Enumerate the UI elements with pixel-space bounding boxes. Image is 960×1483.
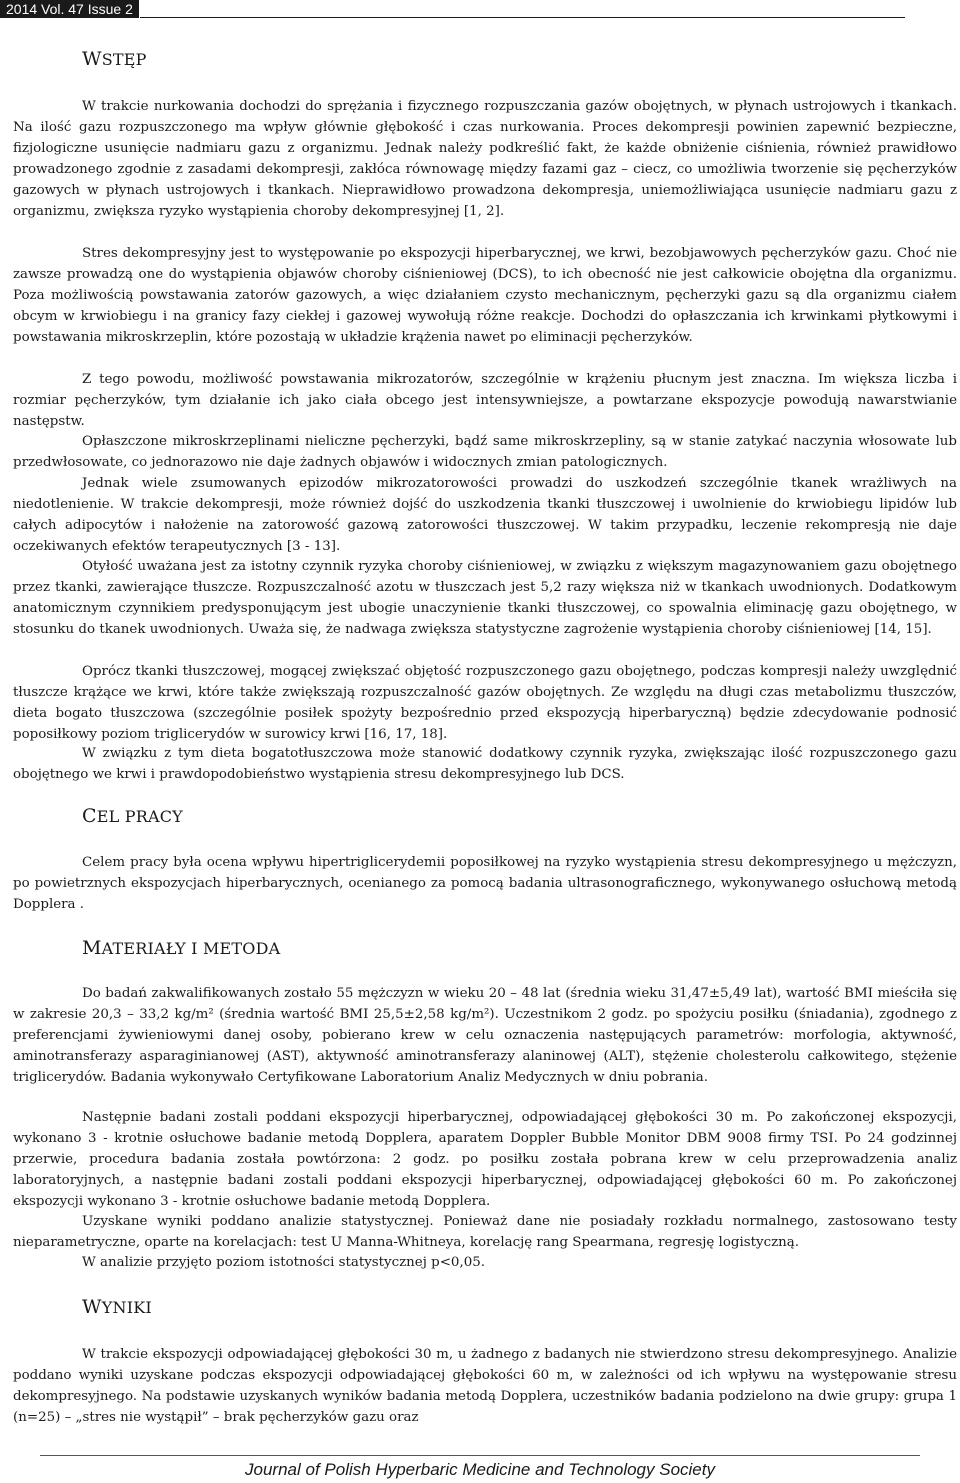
paragraph-wstep-7: Oprócz tkanki tłuszczowej, mogącej zwiększać objętość rozpuszczonego gazu obojętnego, podczas kompresji należy uwzględnić tłuszcze krążące we krwi, które także zwiększają rozpuszczalność gazów obojętnych. Ze względu na długi czas metabolizmu tłuszczów, dieta bogato tłuszczowa (szczególnie posiłek spożyty bezpośrednio przed ekspozycją hiperbaryczną) będzie zdecydowanie podnosić poposiłkowy poziom triglicerydów w surowicy krwi [16, 17, 18].	[13, 664, 957, 743]
journal-footer: Journal of Polish Hyperbaric Medicine and Technology Society	[245, 1460, 715, 1479]
paragraph-wyniki-1: W trakcie ekspozycji odpowiadającej głębokości 30 m, u żadnego z badanych nie stwierdzono stresu dekompresyjnego. Analizie poddano wyniki uzyskane podczas ekspozycji odpowiadającej głębokości 60 m, w zależności od ich wpływu na występowanie stresu dekompresyjnego. Na podstawie uzyskanych wyników badania metodą Dopplera, uczestników badania podzielono na dwie grupy: grupa 1 (n=25) – „stres nie wystąpił” – brak pęcherzyków gazu oraz	[13, 1347, 957, 1426]
paragraph-wstep-3: Z tego powodu, możliwość powstawania mikrozatorów, szczególnie w krążeniu płucnym jest znaczna. Im większa liczba i rozmiar pęcherzyków, tym działanie ich jako ciała obcego jest intensywniejsze, a powtarzane ekspozycje powodują nawarstwianie następstw.	[13, 372, 957, 430]
paragraph-wstep-5: Jednak wiele zsumowanych epizodów mikrozatorowości prowadzi do uszkodzeń szczególnie tkanek wrażliwych na niedotlenienie. W trakcie dekompresji, może również dojść do uszkodzenia tkanki tłuszczowej i uwolnienie do krwiobiegu lipidów lub całych adipocytów i nałożenie na zatorowość gazową zatorowości tłuszczowej. W takim przypadku, leczenie rekompresją nie daje oczekiwanych efektów terapeutycznych [3 - 13].	[13, 476, 957, 555]
paragraph-materialy-2: Następnie badani zostali poddani ekspozycji hiperbarycznej, odpowiadającej głębokości 30 m. Po zakończonej ekspozycji, wykonano 3 - krotnie osłuchowe badanie metodą Dopplera, aparatem Doppler Bubble Monitor DBM 9008 firmy TSI. Po 24 godzinnej przerwie, procedura badania została powtórzona: 2 godz. po posiłku została pobrana krew w celu przeprowadzenia analiz laboratoryjnych, a następnie badani zostali poddani ekspozycji hiperbarycznej, odpowiadającej głębokości 60 m. Po zakończonej ekspozycji wykonano 3 - krotnie osłuchowe badanie metodą Dopplera.	[13, 1110, 957, 1210]
paragraph-wstep-8: W związku z tym dieta bogatotłuszczowa może stanowić dodatkowy czynnik ryzyka, zwiększając ilość rozpuszczonego gazu obojętnego we krwi i prawdopodobieństwo wystąpienia stresu dekompresyjnego lub DCS.	[13, 746, 957, 783]
paragraph-materialy-3: Uzyskane wyniki poddano analizie statystycznej. Ponieważ dane nie posiadały rozkładu normalnego, zastosowano testy nieparametryczne, oparte na korelacjach: test U Manna-Whitneya, korelację rang Spearmana, regresję logistyczną.	[13, 1214, 957, 1251]
paragraph-wstep-2: Stres dekompresyjny jest to występowanie po ekspozycji hiperbarycznej, we krwi, bezobjawowych pęcherzyków gazu. Choć nie zawsze prowadzą one do wystąpienia objawów choroby ciśnieniowej (DCS), to ich obecność nie jest całkowicie obojętna dla organizmu. Poza możliwością powstawania zatorów gazowych, a więc działaniem czysto mechanicznym, pęcherzyki gazu są dla organizmu ciałem obcym w krwiobiegu i na granicy fazy ciekłej i gazowej wywołują różne reakcje. Dochodzi do opłaszczania ich krwinkami płytkowymi i powstawania mikroskrzeplin, które pozostają w układzie krążenia nawet po eliminacji pęcherzyków.	[13, 246, 957, 346]
section-heading-wyniki: WYNIKI	[82, 1296, 152, 1318]
footer-rule	[40, 1455, 920, 1456]
issue-label: 2014 Vol. 47 Issue 2	[0, 0, 139, 18]
paragraph-materialy-1: Do badań zakwalifikowanych zostało 55 mężczyzn w wieku 20 – 48 lat (średnia wieku 31,47±5,49 lat), wartość BMI mieściła się w zakresie 20,3 – 33,2 kg/m² (średnia wartość BMI 25,5±2,58 kg/m²). Uczestnikom 2 godz. po spożyciu posiłku (śniadania), zgodnego z preferencjami żywieniowymi danej osoby, pobierano krew w celu oznaczenia następujących parametrów: morfologia, aktywność, aminotransferazy asparaginianowej (AST), aktywność aminotransferazy alaninowej (ALT), stężenie cholesterolu całkowitego, stężenie triglicerydów. Badania wykonywało Certyfikowane Laboratorium Analiz Medycznych w dniu pobrania.	[13, 986, 957, 1086]
paragraph-wstep-4: Opłaszczone mikroskrzeplinami nieliczne pęcherzyki, bądź same mikroskrzepliny, są w stanie zatykać naczynia włosowate lub przedwłosowate, co jednorazowo nie daje żadnych objawów i widocznych zmian patologicznych.	[13, 434, 957, 471]
paragraph-wstep-6: Otyłość uważana jest za istotny czynnik ryzyka choroby ciśnieniowej, w związku z większym magazynowaniem gazu obojętnego przez tkanki, zawierające tłuszcze. Rozpuszczalność azotu w tłuszczach jest 5,2 razy większa niż w tkankach uwodnionych. Dodatkowym anatomicznym czynnikiem predysponującym jest ubogie unaczynienie tkanki tłuszczowej, co spowalnia eliminację gazu obojętnego, w stosunku do tkanek uwodnionych. Uważa się, że nadwaga zwiększa statystyczne zagrożenie wystąpienia choroby ciśnieniowej [14, 15].	[13, 559, 957, 638]
paragraph-cel-pracy: Celem pracy była ocena wpływu hipertriglicerydemii poposiłkowej na ryzyko wystąpienia stresu dekompresyjnego u mężczyzn, po powietrznych ekspozycjach hiperbarycznych, ocenianego za pomocą badania ultrasonograficznego, wykonywanego osłuchową metodą Dopplera .	[13, 855, 957, 913]
section-heading-materialy-i-metoda: MATERIAŁY I METODA	[82, 937, 281, 959]
paragraph-wstep-1: W trakcie nurkowania dochodzi do sprężania i fizycznego rozpuszczania gazów obojętnych, w płynach ustrojowych i tkankach. Na ilość gazu rozpuszczonego ma wpływ głównie głębokość i czas nurkowania. Proces dekompresji powinien zapewnić bezpieczne, fizjologiczne usunięcie nadmiaru gazu z organizmu. Jednak należy podkreślić fakt, że każde obniżenie ciśnienia, również prawidłowo prowadzonego zgodnie z zasadami dekompresji, zakłóca równowagę między fazami gaz – ciecz, co umożliwia tworzenie się pęcherzyków gazowych w płynach ustrojowych i tkankach. Nieprawidłowo prowadzona dekompresja, uniemożliwiająca usunięcie nadmiaru gazu z organizmu, zwiększa ryzyko wystąpienia choroby dekompresyjnej [1, 2].	[13, 99, 957, 220]
page-header	[0, 0, 960, 18]
section-heading-cel-pracy: CEL PRACY	[82, 805, 183, 827]
paragraph-materialy-4: W analizie przyjęto poziom istotności statystycznej p<0,05.	[82, 1255, 486, 1270]
section-heading-wstep: WSTĘP	[82, 48, 147, 70]
header-rule	[140, 17, 905, 18]
